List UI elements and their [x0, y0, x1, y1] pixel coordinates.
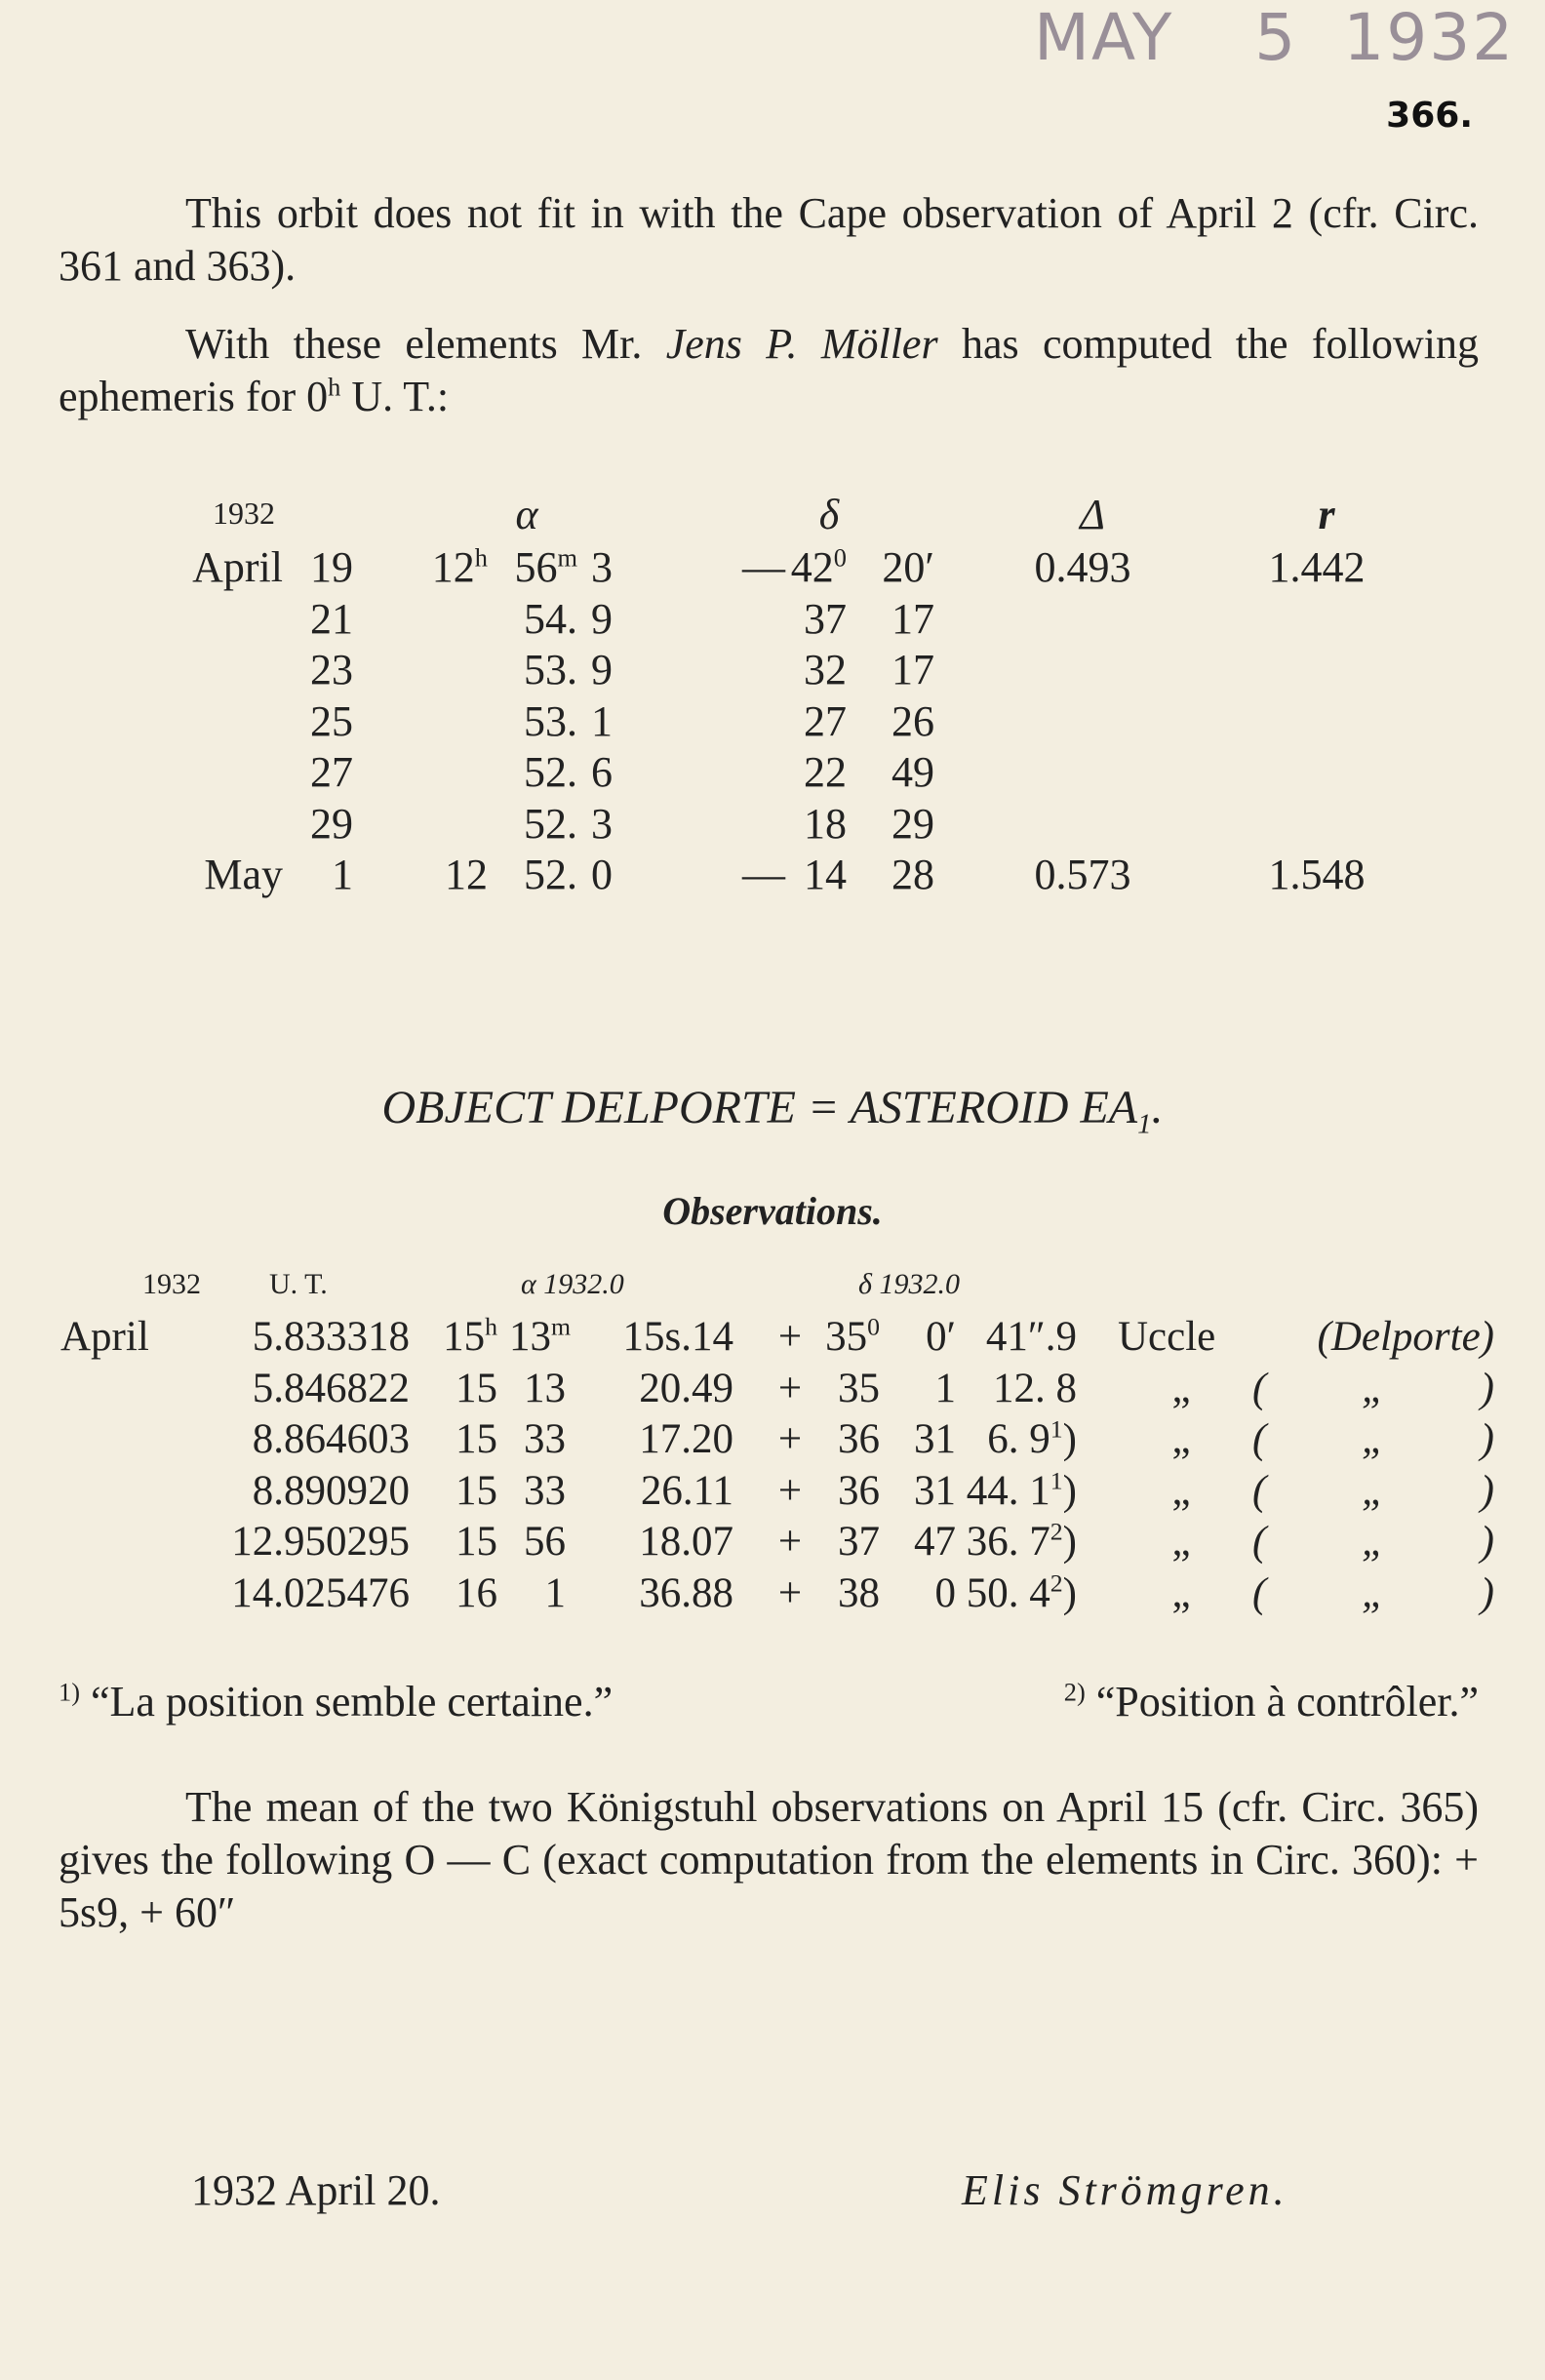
- obs-ra-minutes: 33: [524, 1416, 566, 1462]
- eph-ra-minutes: 54.: [524, 594, 577, 643]
- obs-ra-seconds: 17.20: [639, 1416, 733, 1462]
- obs-observer: ( „ ): [1252, 1519, 1494, 1565]
- eph-day: 1: [332, 851, 353, 898]
- eph-ra-fraction: 3: [591, 799, 613, 848]
- eph-ra-fraction: 1: [591, 696, 613, 745]
- obs-dec-seconds-mark: 2: [1050, 1517, 1063, 1546]
- obs-dec-seconds: 12. 8: [993, 1365, 1077, 1411]
- paragraph-koenigstuhl: The mean of the two Königstuhl observations on April 15 (cfr. Circ. 365) gives the following O — C (exact computation from the elements in Circ. 360): + 5s9, + 60″: [59, 1783, 1479, 1936]
- obs-ra-seconds: 26.11: [640, 1467, 733, 1514]
- eph-ra-minutes: 52.: [524, 748, 577, 796]
- eph-dec-degrees: 32: [804, 646, 847, 694]
- eph-header-delta: δ: [818, 491, 840, 538]
- stamp-month: MAY: [1034, 0, 1174, 75]
- eph-dec-degrees: 14: [804, 851, 847, 898]
- eph-ra-hours: 12: [445, 851, 488, 898]
- observation-row: [0, 1365, 1545, 1415]
- eph-r: 1.548: [1268, 851, 1366, 898]
- eph-dec-degrees: $42^0$: [790, 542, 847, 591]
- obs-dec-seconds-mark: 2: [1050, 1568, 1063, 1598]
- obs-ra-minutes: 13: [524, 1365, 566, 1411]
- obs-dec-degrees: 36: [838, 1467, 880, 1514]
- eph-dec-minutes: 28: [891, 851, 934, 898]
- obs-header-alpha: α 1932.0: [521, 1268, 624, 1300]
- obs-dec-degrees: 36: [838, 1416, 880, 1462]
- footnote-2-text: “Position à contrôler.”: [1095, 1678, 1479, 1726]
- obs-dec-degrees: 37: [838, 1519, 880, 1565]
- obs-dec-minutes: 0′: [926, 1314, 956, 1360]
- footnote-2: [1064, 1676, 1479, 1728]
- eph-dec-sign: —: [742, 851, 785, 898]
- obs-dec-sign: +: [777, 1569, 803, 1616]
- ephemeris-row: [0, 594, 1545, 645]
- ephemeris-row: [0, 696, 1545, 747]
- eph-dec-minutes: 26: [891, 696, 934, 745]
- obs-ra-minutes: 56: [524, 1519, 566, 1565]
- ephemeris-row: [0, 645, 1545, 695]
- obs-ra-hours: 15: [456, 1467, 497, 1514]
- obs-ut: 8.890920: [252, 1467, 410, 1514]
- obs-header-ut: U. T.: [269, 1268, 328, 1300]
- obs-observer: ( „ ): [1252, 1365, 1494, 1411]
- obs-station: „: [1171, 1467, 1191, 1514]
- obs-ut: 8.864603: [252, 1416, 410, 1462]
- obs-dec-minutes: 47: [914, 1519, 956, 1565]
- obs-observer: (Delporte): [1317, 1314, 1494, 1360]
- eph-month: May: [204, 851, 283, 898]
- eph-Delta: 0.573: [1034, 851, 1131, 898]
- eph-ra-fraction: 6: [591, 748, 613, 796]
- section-heading: [0, 1081, 1545, 1140]
- eph-ra-minutes: 53.: [524, 646, 577, 694]
- date-stamp: [1034, 0, 1516, 88]
- obs-station: „: [1171, 1569, 1191, 1616]
- eph-month: April: [192, 543, 283, 591]
- observation-row: [0, 1569, 1545, 1620]
- eph-ra-fraction: 0: [591, 851, 613, 898]
- obs-ra-seconds: 15s.14: [622, 1314, 733, 1360]
- obs-ut: 5.846822: [252, 1365, 410, 1411]
- obs-ra-seconds: 18.07: [639, 1519, 733, 1565]
- obs-ra-minutes: 33: [524, 1467, 566, 1514]
- eph-day: 29: [310, 799, 353, 848]
- obs-header-year: 1932: [142, 1268, 201, 1300]
- obs-dec-degrees-mark: 0: [867, 1312, 880, 1341]
- eph-day: 21: [310, 594, 353, 643]
- obs-ra-hours: 15: [456, 1365, 497, 1411]
- obs-dec-degrees: 38: [838, 1569, 880, 1616]
- obs-ut: 5.833318: [252, 1314, 410, 1360]
- obs-ra-seconds: 20.49: [639, 1365, 733, 1411]
- footnotes: [59, 1676, 1479, 1728]
- heading-text: OBJECT DELPORTE = ASTEROID EA: [381, 1082, 1138, 1133]
- obs-header-row: [0, 1258, 1545, 1309]
- eph-dec-minutes: 17: [891, 646, 934, 694]
- eph-ra-fraction: 9: [591, 594, 613, 643]
- ephemeris-row: [0, 799, 1545, 850]
- ephemeris-row: [0, 542, 1545, 593]
- computer-name: Jens P. Möller: [665, 320, 938, 368]
- eph-ra-hours-unit: h: [474, 542, 488, 573]
- obs-dec-seconds: 50. $4^2$): [966, 1568, 1077, 1616]
- observation-row: [0, 1467, 1545, 1518]
- obs-observer: ( „ ): [1252, 1569, 1494, 1616]
- observation-row: [0, 1518, 1545, 1568]
- obs-ut: 14.025476: [231, 1569, 410, 1616]
- issue-date: 1932 April 20.: [191, 2166, 441, 2214]
- eph-ra-minutes: 53.: [524, 696, 577, 745]
- obs-dec-seconds: 44. $1^1$): [966, 1466, 1077, 1514]
- eph-ra-fraction: 3: [591, 543, 613, 591]
- ephemeris-header-row: [0, 490, 1545, 540]
- eph-ra-minutes: 52.: [524, 799, 577, 848]
- obs-month: April: [60, 1314, 149, 1360]
- obs-ut: 12.950295: [231, 1519, 410, 1565]
- obs-ra-minutes-mark: m: [551, 1312, 572, 1341]
- obs-dec-minutes: 1: [934, 1365, 956, 1411]
- observations-table: [0, 1258, 1545, 1648]
- eph-day: 25: [310, 696, 353, 745]
- eph-header-Delta: Δ: [1080, 491, 1105, 538]
- obs-ra-hours: 15: [456, 1416, 497, 1462]
- obs-dec-degrees: 35: [838, 1365, 880, 1411]
- obs-station: Uccle: [1118, 1314, 1216, 1360]
- eph-day: 19: [310, 543, 353, 591]
- eph-dec-minutes: 29: [891, 799, 934, 848]
- eph-r: 1.442: [1268, 543, 1366, 591]
- obs-dec-sign: +: [777, 1467, 803, 1514]
- obs-dec-minutes: 31: [914, 1467, 956, 1514]
- para2-after-a: has computed the following ephemeris for 0: [59, 320, 1480, 420]
- stamp-year: 1932: [1343, 0, 1516, 75]
- eph-dec-degrees: 37: [804, 594, 847, 643]
- footnote-1-text: “La position semble certaine.”: [90, 1678, 614, 1726]
- obs-ra-hours-mark: h: [485, 1312, 497, 1341]
- eph-dec-degrees: 22: [804, 748, 847, 796]
- eph-day: 23: [310, 646, 353, 694]
- signature: Elis Strömgren.: [962, 2166, 1288, 2214]
- eph-dec-minutes: 20′: [882, 543, 934, 591]
- para2-sup-h: h: [328, 372, 341, 402]
- eph-header-alpha: α: [515, 491, 538, 538]
- ephemeris-row: [0, 850, 1545, 900]
- obs-station: „: [1171, 1365, 1191, 1411]
- eph-dec-degrees: 27: [804, 696, 847, 745]
- eph-ra-minutes: 52.: [524, 851, 577, 898]
- obs-dec-degrees: $35^0$: [825, 1312, 880, 1360]
- stamp-day: 5: [1254, 0, 1298, 75]
- eph-dec-sign: —: [742, 543, 785, 591]
- obs-dec-seconds: 36. $7^2$): [966, 1517, 1077, 1565]
- eph-ra-hours: 12$^h$: [431, 542, 488, 591]
- obs-dec-minutes: 0: [934, 1569, 956, 1616]
- obs-dec-seconds-mark: 1: [1050, 1466, 1063, 1495]
- obs-ra-minutes: 13$^m$: [509, 1312, 572, 1360]
- footnote-2-mark: 2): [1063, 1677, 1086, 1707]
- footnote-1-mark: 1): [59, 1677, 80, 1707]
- heading-end: .: [1151, 1082, 1164, 1133]
- obs-dec-seconds-mark: 1: [1050, 1414, 1063, 1444]
- eph-dec-degrees-unit: 0: [833, 542, 847, 573]
- ephemeris-table: [0, 478, 1545, 907]
- heading-sub: 1: [1137, 1108, 1152, 1140]
- obs-dec-sign: +: [777, 1519, 803, 1565]
- obs-dec-sign: +: [777, 1314, 803, 1360]
- obs-dec-seconds: 6. $9^1$): [987, 1414, 1077, 1462]
- eph-ra-fraction: 9: [591, 646, 613, 694]
- obs-ra-minutes: 1: [544, 1569, 566, 1616]
- observations-subheading: Observations.: [662, 1189, 883, 1233]
- obs-dec-sign: +: [777, 1365, 803, 1411]
- obs-ra-hours: 16: [456, 1569, 497, 1616]
- observation-row: [0, 1313, 1545, 1364]
- obs-ra-hours: 15$^h$: [443, 1312, 497, 1360]
- ephemeris-row: [0, 747, 1545, 798]
- obs-observer: ( „ ): [1252, 1467, 1494, 1514]
- eph-dec-minutes: 49: [891, 748, 934, 796]
- obs-ra-seconds: 36.88: [639, 1569, 733, 1616]
- obs-header-delta: δ 1932.0: [858, 1268, 960, 1300]
- para2-before: With these elements Mr.: [185, 320, 666, 368]
- obs-dec-minutes: 31: [914, 1416, 956, 1462]
- obs-observer: ( „ ): [1252, 1416, 1494, 1462]
- obs-dec-sign: +: [777, 1416, 803, 1462]
- eph-dec-degrees: 18: [804, 799, 847, 848]
- eph-ra-minutes: 56$^m$: [514, 542, 577, 591]
- para2-after-b: U. T.:: [340, 373, 450, 420]
- eph-ra-minutes-unit: m: [557, 542, 577, 573]
- eph-header-r: r: [1318, 491, 1335, 538]
- eph-Delta: 0.493: [1034, 543, 1131, 591]
- paragraph-cape-observation: This orbit does not fit in with the Cape observation of April 2 (cfr. Circ. 361 and 363).: [59, 189, 1479, 290]
- obs-station: „: [1171, 1416, 1191, 1462]
- eph-header-year: 1932: [213, 496, 275, 531]
- observation-row: [0, 1415, 1545, 1466]
- obs-dec-seconds: 41″.9: [985, 1314, 1077, 1360]
- paragraph-ephemeris-intro: [59, 318, 1479, 423]
- eph-day: 27: [310, 748, 353, 796]
- obs-ra-hours: 15: [456, 1519, 497, 1565]
- eph-dec-minutes: 17: [891, 594, 934, 643]
- circular-number: 366.: [1386, 96, 1473, 136]
- obs-station: „: [1171, 1519, 1191, 1565]
